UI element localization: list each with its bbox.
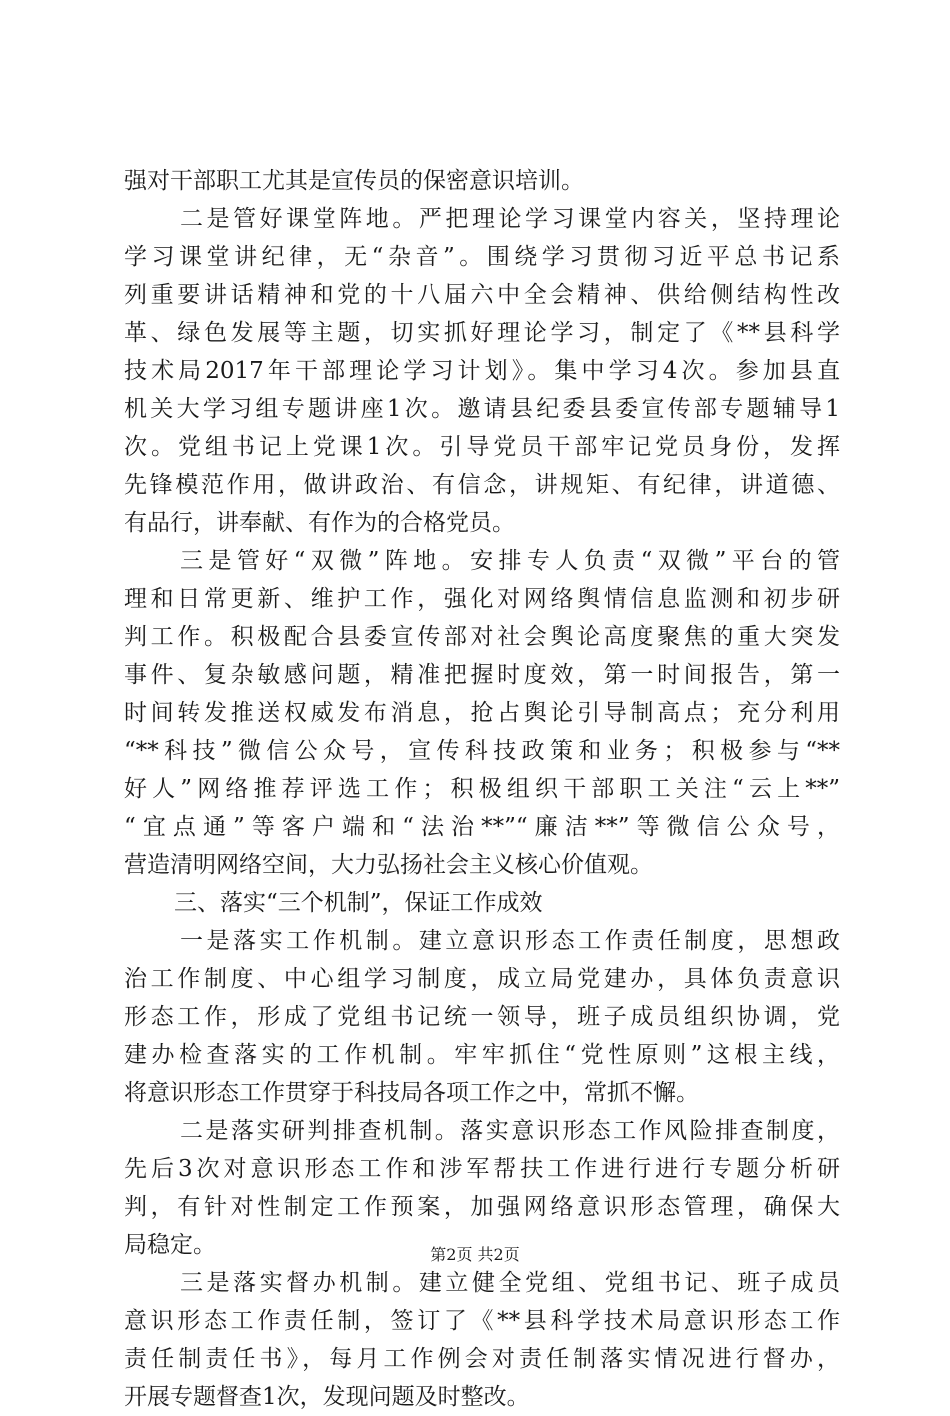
paragraph-line: 营造清明网络空间，大力弘扬社会主义核心价值观。 bbox=[124, 852, 653, 878]
paragraph-line: 二是管好课堂阵地。严把理论学习课堂内容关，坚持理论 bbox=[180, 206, 840, 232]
paragraph-line: 意识形态工作责任制，签订了《**县科学技术局意识形态工作 bbox=[124, 1308, 840, 1334]
paragraph-line: 三是落实督办机制。建立健全党组、党组书记、班子成员 bbox=[180, 1270, 840, 1296]
paragraph-line: 一是落实工作机制。建立意识形态工作责任制度，思想政 bbox=[180, 928, 840, 954]
paragraph-line: 列重要讲话精神和党的十八届六中全会精神、供给侧结构性改 bbox=[124, 282, 840, 308]
paragraph-line: 先锋模范作用，做讲政治、有信念，讲规矩、有纪律，讲道德、 bbox=[124, 472, 840, 498]
paragraph-line: “宜点通”等客户端和“法治**”“廉洁**”等微信公众号， bbox=[124, 814, 840, 840]
paragraph-line: 三是管好“双微”阵地。安排专人负责“双微”平台的管 bbox=[180, 548, 840, 574]
paragraph-line: 机关大学习组专题讲座1次。邀请县纪委县委宣传部专题辅导1 bbox=[124, 396, 840, 422]
paragraph-line: 建办检查落实的工作机制。牢牢抓住“党性原则”这根主线， bbox=[124, 1042, 840, 1068]
paragraph-line: 有品行，讲奉献、有作为的合格党员。 bbox=[124, 510, 515, 536]
paragraph-line: 形态工作，形成了党组书记统一领导，班子成员组织协调，党 bbox=[124, 1004, 840, 1030]
page-number-footer: 第2页 共2页 bbox=[430, 1245, 520, 1264]
paragraph-line: 判工作。积极配合县委宣传部对社会舆论高度聚焦的重大突发 bbox=[124, 624, 840, 650]
paragraph-line: 治工作制度、中心组学习制度，成立局党建办，具体负责意识 bbox=[124, 966, 840, 992]
paragraph-line: 理和日常更新、维护工作，强化对网络舆情信息监测和初步研 bbox=[124, 586, 840, 612]
paragraph-line: 事件、复杂敏感问题，精准把握时度效，第一时间报告，第一 bbox=[124, 662, 840, 688]
paragraph-line: 好人”网络推荐评选工作；积极组织干部职工关注“云上**” bbox=[124, 776, 840, 802]
paragraph-line: 技术局2017年干部理论学习计划》。集中学习4次。参加县直 bbox=[124, 358, 840, 384]
paragraph-line: 时间转发推送权威发布消息，抢占舆论引导制高点；充分利用 bbox=[124, 700, 840, 726]
paragraph-line: “**科技”微信公众号，宣传科技政策和业务；积极参与“** bbox=[124, 738, 840, 764]
document-body bbox=[124, 162, 840, 1416]
paragraph-line: 革、绿色发展等主题，切实抓好理论学习，制定了《**县科学 bbox=[124, 320, 840, 346]
paragraph-line: 局稳定。 bbox=[124, 1232, 216, 1258]
paragraph-line: 次。党组书记上党课1次。引导党员干部牢记党员身份，发挥 bbox=[124, 434, 840, 460]
section-heading: 三、落实“三个机制”，保证工作成效 bbox=[174, 890, 543, 916]
paragraph-line: 开展专题督查1次，发现问题及时整改。 bbox=[124, 1384, 530, 1410]
paragraph-line: 将意识形态工作贯穿于科技局各项工作之中，常抓不懈。 bbox=[124, 1080, 699, 1106]
paragraph-line: 学习课堂讲纪律，无“杂音”。围绕学习贯彻习近平总书记系 bbox=[124, 244, 840, 270]
paragraph-line: 责任制责任书》，每月工作例会对责任制落实情况进行督办， bbox=[124, 1346, 840, 1372]
paragraph-line: 先后3次对意识形态工作和涉军帮扶工作进行进行专题分析研 bbox=[124, 1156, 840, 1182]
paragraph-line: 强对干部职工尤其是宣传员的保密意识培训。 bbox=[124, 168, 584, 194]
paragraph-line: 判，有针对性制定工作预案，加强网络意识形态管理，确保大 bbox=[124, 1194, 840, 1220]
paragraph-line: 二是落实研判排查机制。落实意识形态工作风险排查制度， bbox=[180, 1118, 840, 1144]
